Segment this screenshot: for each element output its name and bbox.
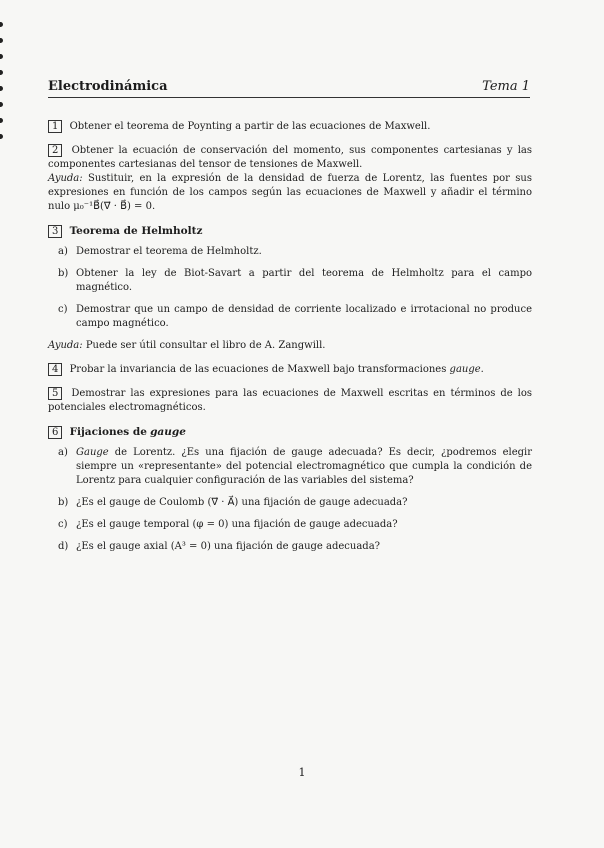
- item-letter: b): [58, 268, 69, 279]
- binder-hole: [0, 86, 3, 91]
- problem-number: 4: [48, 363, 62, 376]
- page-number: 1: [298, 766, 306, 779]
- item-text: Obtener la ley de Biot-Savart a partir del teorema de Helmholtz para el campo magnético.: [76, 268, 532, 293]
- list-item: [58, 518, 532, 532]
- subitem-list: [58, 245, 532, 331]
- hint-text: Sustituir, en la expresión de la densidad de fuerza de Lorentz, las fuentes por sus expresiones en función de los campos según las ecuaciones de Maxwell y añadir el término nulo: [48, 173, 532, 212]
- hint-formula: μ₀⁻¹B⃗(∇⃗ · B⃗) = 0.: [73, 201, 156, 212]
- binder-hole: [0, 70, 3, 75]
- problem-number: 3: [48, 225, 62, 238]
- problem-text: Probar la invariancia de las ecuaciones de Maxwell bajo transformaciones: [69, 364, 447, 375]
- problem-3: [48, 224, 532, 353]
- problem-number: 5: [48, 387, 62, 400]
- problem-text: Demostrar las expresiones para las ecuaciones de Maxwell escritas en términos de los potenciales electromagnéticos.: [48, 388, 532, 413]
- problem-2: [48, 144, 532, 214]
- item-letter: a): [58, 246, 68, 257]
- problem-title-italic: gauge: [150, 426, 186, 438]
- binder-hole: [0, 54, 3, 59]
- binder-hole: [0, 118, 3, 123]
- problem-sheet: [48, 120, 532, 564]
- item-letter: b): [58, 497, 69, 508]
- binder-hole: [0, 22, 3, 27]
- problem-text-italic: gauge: [449, 364, 481, 375]
- item-letter: d): [58, 541, 69, 552]
- problem-5: [48, 387, 532, 415]
- item-text: ¿Es el gauge temporal (φ = 0) una fijación de gauge adecuada?: [76, 519, 398, 530]
- list-item: [58, 496, 532, 510]
- list-item: [58, 267, 532, 295]
- binder-hole: [0, 102, 3, 107]
- item-text: ¿Es el gauge axial (A³ = 0) una fijación de gauge adecuada?: [76, 541, 381, 552]
- problem-text: Obtener la ecuación de conservación del momento, sus componentes cartesianas y las componentes cartesianas del tensor de tensiones de Maxwell.: [48, 145, 532, 170]
- item-text: ¿Es el gauge de Coulomb (∇⃗ · A⃗) una fijación de gauge adecuada?: [76, 497, 408, 508]
- binder-hole: [0, 38, 3, 43]
- list-item: [58, 540, 532, 554]
- problem-number: 1: [48, 120, 62, 133]
- course-title: Electrodinámica: [48, 79, 168, 94]
- hint-label: Ayuda:: [48, 173, 83, 184]
- subitem-list: [58, 446, 532, 554]
- item-letter: c): [58, 519, 68, 530]
- hint-label: Ayuda:: [48, 340, 83, 351]
- problem-title: Teorema de Helmholtz: [69, 225, 203, 237]
- list-item: [58, 245, 532, 259]
- problem-text-end: .: [480, 364, 484, 375]
- item-italic: Gauge: [76, 447, 109, 458]
- problem-title: Fijaciones de: [69, 426, 147, 438]
- item-letter: c): [58, 304, 68, 315]
- item-body: de Lorentz. ¿Es una fijación de gauge adecuada? Es decir, ¿podremos elegir siempre un «representante» del potencial electromagnético que cumpla la condición de Lorentz para cualquier configuración de las variables del sistema?: [76, 447, 532, 486]
- topic-label: Tema 1: [482, 79, 530, 94]
- problem-number: 6: [48, 426, 62, 439]
- problem-6: [48, 425, 532, 554]
- list-item: [58, 446, 532, 488]
- problem-text: Obtener el teorema de Poynting a partir de las ecuaciones de Maxwell.: [69, 121, 431, 132]
- list-item: [58, 303, 532, 331]
- page-header: [48, 79, 530, 98]
- problem-1: [48, 120, 532, 134]
- item-letter: a): [58, 447, 68, 458]
- item-text: Demostrar que un campo de densidad de corriente localizado e irrotacional no produce campo magnético.: [76, 304, 532, 329]
- item-text: Demostrar el teorema de Helmholtz.: [76, 246, 262, 257]
- problem-number: 2: [48, 144, 62, 157]
- problem-4: [48, 363, 532, 377]
- hint-text: Puede ser útil consultar el libro de A. Zangwill.: [85, 340, 326, 351]
- binder-hole: [0, 134, 3, 139]
- item-text: [76, 446, 532, 488]
